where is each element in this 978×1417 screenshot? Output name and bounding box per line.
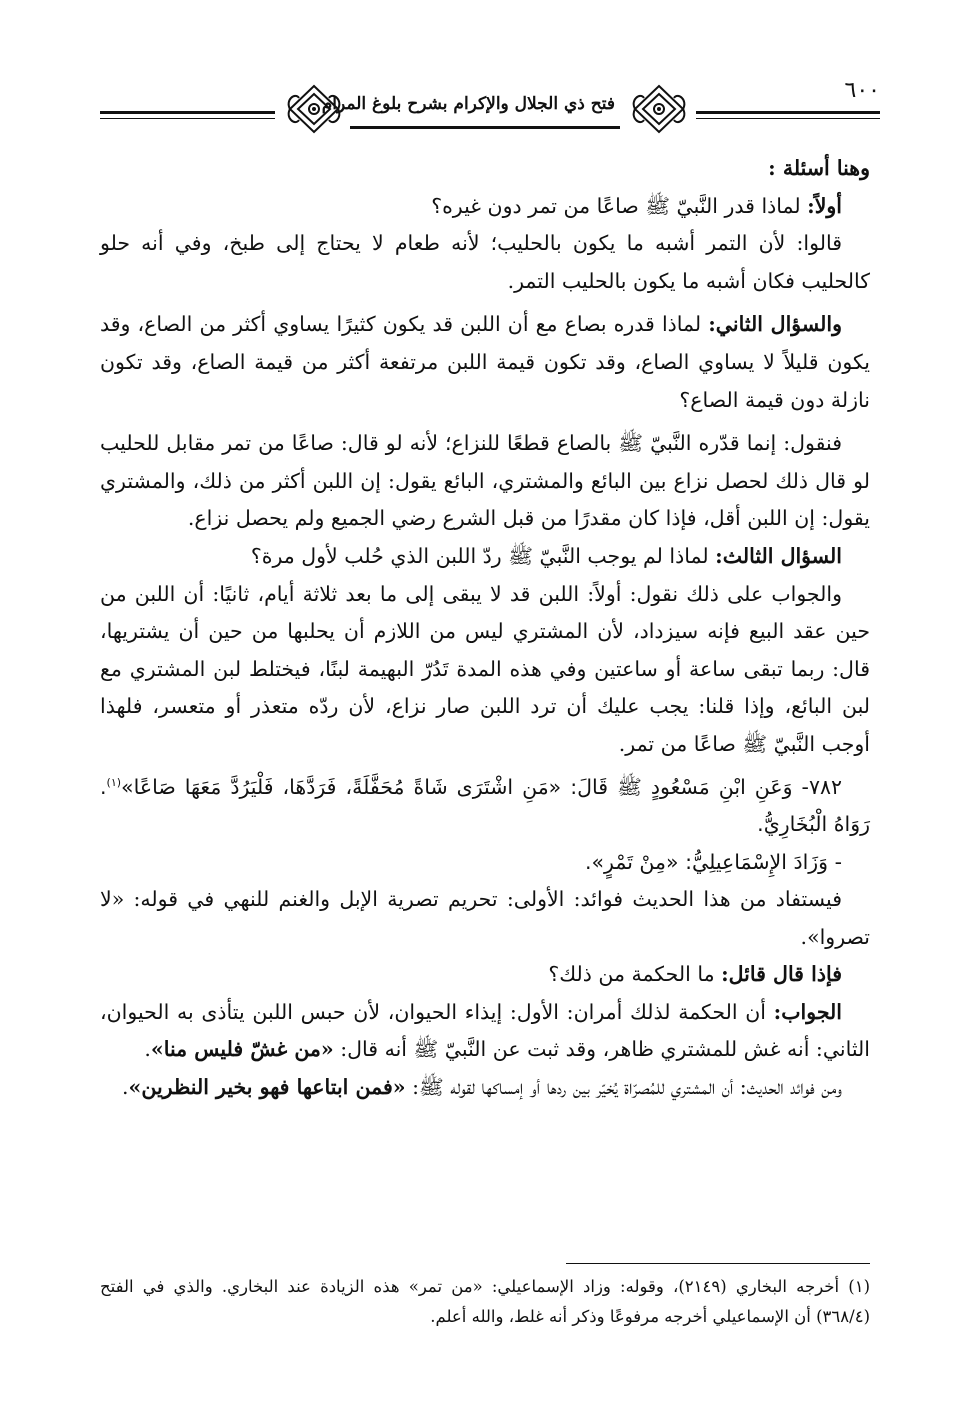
ismaili-addition: - وَزَادَ الإِسْمَاعِيلِيُّ: «مِنْ تَمْرٍ». (584, 849, 842, 874)
question-4 (100, 956, 870, 994)
benefit-2-quote: «فمن ابتاعها فهو بخير النظرين» (128, 1075, 406, 1100)
answer-4-text: أن الحكمة لذلك أمران: الأول: إيذاء الحيوان، لأن حبس اللبن يتأذى به الحيوان، الثاني: أنه غش للمشتري ظاهر، وقد ثبت عن النَّبيّ ﷺ أنه قال: (100, 999, 870, 1062)
benefit-1: فيستفاد من هذا الحديث فوائد: الأولى: تحريم تصرية الإبل والغنم للنهي في قوله: «لا تصروا». (100, 887, 870, 949)
header-rule-right-thin (696, 118, 880, 119)
benefit-2-end: . (122, 1075, 129, 1100)
answer-4 (100, 994, 870, 1069)
answer-2: فنقول: إنما قدّره النَّبيّ ﷺ بالصاع قطعًا للنزاع؛ لأنه لو قال: صاعًا من تمر مقابل للحليب لو قال ذلك لحصل نزاع بين البائع والمشتري، البائع يقول: إن اللبن أكثر من ذلك، والمشتري يقول: إن اللبن أقل، فإذا كان مقدرًا من قبل الشرع رضي الجميع ولم يحصل نزاع. (100, 431, 870, 531)
header-rule-middle (350, 126, 620, 129)
page-header (100, 78, 880, 148)
answer-1: قالوا: لأن التمر أشبه ما يكون بالحليب؛ لأنه طعام لا يحتاج إلى طبخ، وفي أنه حلو كالحليب فكان أشبه ما يكون بالحليب التمر. (100, 231, 870, 293)
answer-4-end: . (144, 1037, 151, 1062)
hadith-body: ٧٨٢- وَعَنِ ابْنِ مَسْعُودٍ ﷺ قَالَ: «مَنِ اشْتَرَى شَاةً مُحَفَّلَةً، فَرَدَّهَا، فَلْيَرُدَّ مَعَهَا صَاعًا» (121, 774, 842, 799)
question-4-lead: فإذا قال قائل: (721, 962, 842, 987)
question-2-text: لماذا قدره بصاع مع أن اللبن قد يكون كثيرًا يساوي أكثر من الصاع، وقد يكون قليلاً لا يساوي الصاع، وقد تكون قيمة اللبن مرتفعة أكثر من قيمة الصاع، وقد تكون نازلة دون قيمة الصاع؟ (100, 312, 870, 412)
hadith-source: . رَوَاهُ الْبُخَارِيُّ. (100, 774, 870, 836)
question-4-text: ما الحكمة من ذلك؟ (548, 962, 722, 987)
footnote: (١) أخرجه البخاري (٢١٤٩)، وقوله: وزاد الإسماعيلي: «من تمر» هذه الزيادة عند البخاري. والذي في الفتح (٣٦٨/٤) أن الإسماعيلي أخرجه مرفوعًا وذكر أنه غلط، والله أعلم. (100, 1277, 870, 1326)
footnote-separator (566, 1263, 870, 1264)
answer-3: والجواب على ذلك نقول: أولاً: اللبن قد لا يبقى إلى ما بعد ثلاثة أيام، ثانيًا: أن اللبن من حين عقد البيع فإنه سيزداد، لأن المشتري ليس من اللازم أن يحلبها من حين أن يشتريها، قال: ربما تبقى ساعة أو ساعتين وفي هذه المدة تَدُرّ البهيمة لبنًا، فيختلط لبن المشتري مع لبن البائع، وإذا قلنا: يجب عليك أن ترد اللبن صار نزاع، لأن ردّه متعذر أو متعسر، فلهذا أوجب النَّبيّ ﷺ صاعًا من تمر. (100, 581, 870, 756)
benefit-2-text: ومن فوائد الحديث: أن المشتري للمُصرّاة يُخيّر بين ردها أو إمساكها لقوله ﷺ: (405, 1075, 842, 1100)
hadith-text (100, 764, 870, 844)
header-rule-right (696, 111, 880, 114)
question-1-text: لماذا قدر النَّبيّ ﷺ صاعًا من تمر دون غيره؟ (431, 193, 808, 218)
question-2-lead: والسؤال الثاني: (708, 312, 842, 337)
section-heading: وهنا أسئلة : (768, 156, 870, 180)
benefit-2 (100, 1069, 870, 1107)
running-title: فتح ذي الجلال والإكرام بشرح بلوغ المرام (321, 94, 615, 114)
question-3-lead: السؤال الثالث: (715, 543, 842, 568)
footnote-marker[interactable]: (١) (106, 775, 122, 789)
answer-4-quote: «من غشّ فليس منا» (150, 1037, 334, 1062)
question-1-lead: أولاً: (807, 193, 842, 218)
header-rule-left-thin (100, 118, 275, 119)
question-1 (100, 188, 870, 226)
page-number: ٦٠٠ (844, 78, 880, 103)
header-rule-left (100, 111, 275, 114)
question-2 (100, 306, 870, 419)
right-ornament-icon (628, 82, 690, 136)
page-body (100, 150, 870, 1107)
question-3-text: لماذا لم يوجب النَّبيّ ﷺ ردّ اللبن الذي حُلب لأول مرة؟ (250, 543, 716, 568)
answer-4-lead: الجواب: (773, 999, 842, 1024)
question-3 (100, 538, 870, 576)
